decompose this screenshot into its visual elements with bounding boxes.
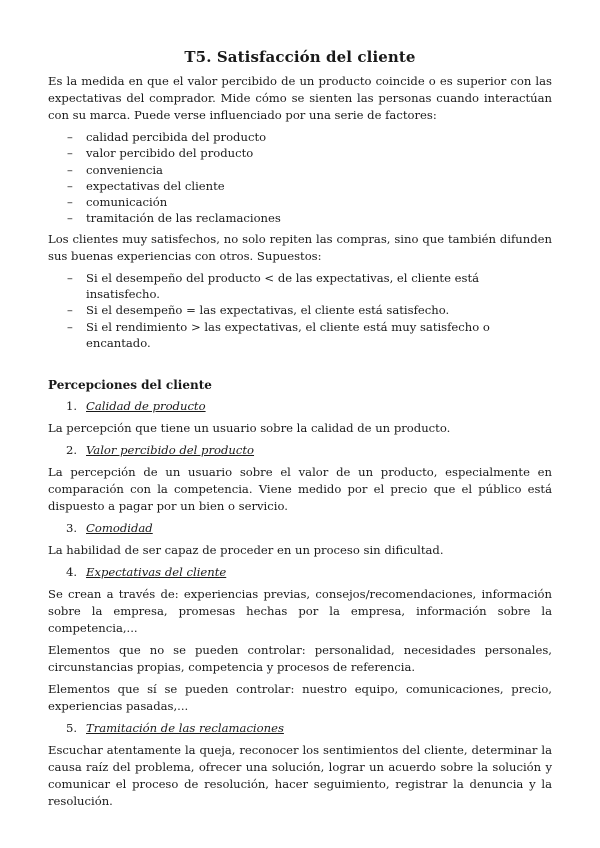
item-paragraph: La habilidad de ser capaz de proceder en un proceso sin dificultad. xyxy=(48,543,444,558)
factors-list xyxy=(48,129,552,227)
numbered-heading xyxy=(48,442,552,459)
item-title: Tramitación de las reclamaciones xyxy=(86,721,284,736)
document-title: T5. Satisfacción del cliente xyxy=(184,48,416,66)
item-title: Calidad de producto xyxy=(86,399,206,414)
item-paragraph: Escuchar atentamente la queja, reconocer los sentimientos del cliente, determinar la causa raíz del problema, ofrecer una solución, lograr un acuerdo sobre la solución y comunicar el proceso de resolución, hacer seguimiento, registrar la denuncia y la resolución. xyxy=(48,743,552,809)
item-paragraph: La percepción de un usuario sobre el valor de un producto, especialmente en comparación con la competencia. Viene medido por el precio que el público está dispuesto a pagar por un bien o servicio. xyxy=(48,465,552,514)
item-number: 1. xyxy=(65,399,77,414)
supuesto-item: – Si el desempeño del producto < de las expectativas, el cliente está insatisfecho. xyxy=(48,270,552,303)
supuestos-paragraph: Los clientes muy satisfechos, no solo repiten las compras, sino que también difunden sus buenas experiencias con otros. Supuestos: xyxy=(48,231,552,263)
supuestos-list xyxy=(48,270,552,351)
item-title: Expectativas del cliente xyxy=(86,565,227,580)
section-spacer xyxy=(48,355,552,377)
item-paragraph: Elementos que no se pueden controlar: personalidad, necesidades personales, circunstancias propias, competencia y procesos de referencia. xyxy=(48,643,552,675)
factor-item: – conveniencia xyxy=(48,162,552,178)
item-title: Comodidad xyxy=(86,521,153,536)
numbered-heading xyxy=(48,520,552,537)
factor-item: – valor percibido del producto xyxy=(48,145,552,161)
numbered-heading xyxy=(48,398,552,415)
factor-item: – expectativas del cliente xyxy=(48,178,552,194)
factor-item: – calidad percibida del producto xyxy=(48,129,552,145)
supuesto-item: – Si el desempeño = las expectativas, el cliente está satisfecho. xyxy=(48,302,552,318)
item-paragraph: La percepción que tiene un usuario sobre la calidad de un producto. xyxy=(48,421,451,436)
item-number: 2. xyxy=(65,443,77,458)
item-number: 3. xyxy=(65,521,77,536)
intro-paragraph: Es la medida en que el valor percibido de un producto coincide o es superior con las expectativas del comprador. Mide cómo se sienten las personas cuando interactúan con su marca. Puede verse influenciado por una serie de factores: xyxy=(48,74,552,122)
factor-item: – comunicación xyxy=(48,194,552,210)
factor-item: – tramitación de las reclamaciones xyxy=(48,210,552,226)
item-paragraph: Se crean a través de: experiencias previas, consejos/recomendaciones, información sobre la empresa, promesas hechas por la empresa, información sobre la competencia,... xyxy=(48,587,552,636)
numbered-heading xyxy=(48,564,552,581)
item-number: 4. xyxy=(65,565,77,580)
item-number: 5. xyxy=(65,721,77,736)
item-paragraph: Elementos que sí se pueden controlar: nuestro equipo, comunicaciones, precio, experiencias pasadas,... xyxy=(48,682,552,714)
item-title: Valor percibido del producto xyxy=(86,443,255,458)
numbered-heading xyxy=(48,720,552,737)
supuesto-item: – Si el rendimiento > las expectativas, el cliente está muy satisfecho o encantado. xyxy=(48,319,552,352)
section-heading: Percepciones del cliente xyxy=(48,378,212,393)
